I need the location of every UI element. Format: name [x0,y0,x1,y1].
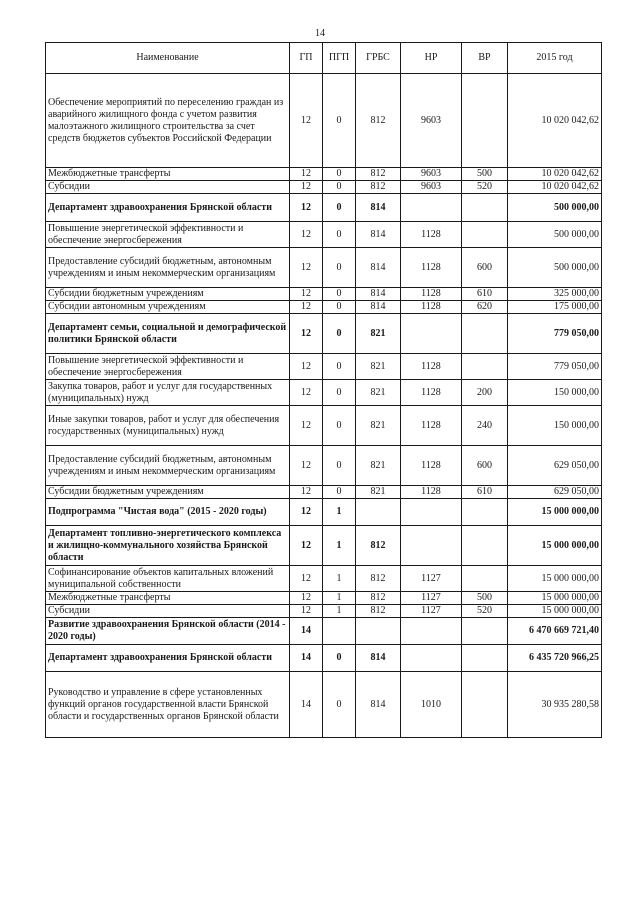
cell-grbs: 814 [356,645,401,672]
cell-amount: 6 470 669 721,40 [508,618,602,645]
cell-vr: 610 [462,288,508,301]
header-nr: НР [401,43,462,74]
cell-name: Предоставление субсидий бюджетным, автономным учреждениям и иным некоммерческим организациям [46,248,290,288]
cell-nr: 9603 [401,181,462,194]
header-gp: ГП [290,43,323,74]
header-name: Наименование [46,43,290,74]
header-vr: ВР [462,43,508,74]
cell-pgp: 0 [323,181,356,194]
table-row [46,380,602,406]
cell-grbs: 812 [356,526,401,566]
cell-grbs: 814 [356,194,401,222]
cell-nr [401,194,462,222]
cell-amount: 15 000 000,00 [508,566,602,592]
cell-amount: 779 050,00 [508,314,602,354]
cell-grbs: 814 [356,248,401,288]
table-row [46,222,602,248]
cell-name: Развитие здравоохранения Брянской области (2014 - 2020 годы) [46,618,290,645]
cell-gp: 12 [290,486,323,499]
cell-name: Повышение энергетической эффективности и обеспечение энергосбережения [46,222,290,248]
table-row [46,618,602,645]
table-row [46,406,602,446]
cell-name: Софинансирование объектов капитальных вложений муниципальной собственности [46,566,290,592]
table-row [46,499,602,526]
cell-nr [401,526,462,566]
cell-pgp: 0 [323,354,356,380]
cell-amount: 10 020 042,62 [508,181,602,194]
table-row [46,605,602,618]
cell-nr: 1127 [401,592,462,605]
cell-grbs: 814 [356,301,401,314]
cell-grbs: 821 [356,446,401,486]
cell-pgp: 0 [323,486,356,499]
cell-nr: 1127 [401,566,462,592]
cell-name: Руководство и управление в сфере установленных функций органов государственной власти Брянской области и государственных органов Брянской области [46,672,290,738]
table-row [46,446,602,486]
cell-pgp: 0 [323,406,356,446]
cell-vr [462,74,508,168]
cell-name: Субсидии [46,181,290,194]
cell-nr: 1128 [401,288,462,301]
cell-name: Департамент здравоохранения Брянской области [46,645,290,672]
table-row [46,301,602,314]
cell-name: Департамент здравоохранения Брянской области [46,194,290,222]
header-pgp: ПГП [323,43,356,74]
cell-gp: 12 [290,168,323,181]
cell-pgp: 1 [323,566,356,592]
table-row [46,592,602,605]
cell-vr: 200 [462,380,508,406]
cell-pgp: 1 [323,605,356,618]
cell-amount: 15 000 000,00 [508,526,602,566]
cell-vr: 520 [462,605,508,618]
cell-name: Межбюджетные трансферты [46,592,290,605]
cell-grbs: 814 [356,288,401,301]
cell-vr: 240 [462,406,508,446]
cell-nr: 1128 [401,222,462,248]
cell-pgp: 0 [323,222,356,248]
cell-nr: 1128 [401,248,462,288]
cell-grbs: 812 [356,566,401,592]
cell-name: Иные закупки товаров, работ и услуг для обеспечения государственных (муниципальных) нужд [46,406,290,446]
cell-name: Департамент семьи, социальной и демографической политики Брянской области [46,314,290,354]
cell-gp: 12 [290,288,323,301]
cell-vr [462,222,508,248]
cell-vr: 500 [462,592,508,605]
cell-vr [462,499,508,526]
table-row [46,181,602,194]
cell-amount: 150 000,00 [508,380,602,406]
table-row [46,248,602,288]
cell-vr: 520 [462,181,508,194]
cell-amount: 150 000,00 [508,406,602,446]
cell-vr [462,314,508,354]
cell-grbs: 821 [356,380,401,406]
cell-nr [401,645,462,672]
cell-nr: 1127 [401,605,462,618]
cell-gp: 12 [290,566,323,592]
cell-grbs: 814 [356,672,401,738]
cell-pgp: 1 [323,526,356,566]
cell-amount: 30 935 280,58 [508,672,602,738]
cell-grbs: 812 [356,74,401,168]
cell-nr: 1128 [401,301,462,314]
cell-grbs: 812 [356,592,401,605]
cell-pgp: 0 [323,74,356,168]
cell-vr: 500 [462,168,508,181]
cell-amount: 325 000,00 [508,288,602,301]
cell-amount: 500 000,00 [508,222,602,248]
cell-grbs: 812 [356,168,401,181]
cell-gp: 12 [290,605,323,618]
cell-name: Субсидии [46,605,290,618]
cell-amount: 15 000 000,00 [508,605,602,618]
cell-pgp: 0 [323,645,356,672]
cell-amount: 15 000 000,00 [508,499,602,526]
cell-name: Предоставление субсидий бюджетным, автономным учреждениям и иным некоммерческим организациям [46,446,290,486]
cell-vr [462,672,508,738]
cell-gp: 12 [290,194,323,222]
header-grbs: ГРБС [356,43,401,74]
cell-grbs [356,499,401,526]
cell-gp: 12 [290,380,323,406]
header-2015: 2015 год [508,43,602,74]
cell-nr: 1128 [401,446,462,486]
cell-gp: 12 [290,74,323,168]
cell-pgp: 0 [323,248,356,288]
cell-nr [401,618,462,645]
cell-grbs: 821 [356,354,401,380]
cell-vr [462,618,508,645]
table-row [46,645,602,672]
cell-grbs: 812 [356,181,401,194]
cell-gp: 12 [290,222,323,248]
cell-grbs: 812 [356,605,401,618]
cell-nr: 1128 [401,380,462,406]
page-number: 14 [315,28,325,39]
cell-pgp: 0 [323,194,356,222]
cell-gp: 12 [290,446,323,486]
cell-pgp: 0 [323,672,356,738]
cell-gp: 12 [290,406,323,446]
cell-vr [462,526,508,566]
cell-gp: 14 [290,672,323,738]
cell-name: Субсидии автономным учреждениям [46,301,290,314]
cell-pgp: 0 [323,380,356,406]
cell-name: Подпрограмма "Чистая вода" (2015 - 2020 годы) [46,499,290,526]
cell-amount: 6 435 720 966,25 [508,645,602,672]
cell-gp: 12 [290,181,323,194]
cell-vr: 620 [462,301,508,314]
cell-amount: 500 000,00 [508,194,602,222]
cell-amount: 15 000 000,00 [508,592,602,605]
cell-amount: 10 020 042,62 [508,168,602,181]
cell-name: Межбюджетные трансферты [46,168,290,181]
cell-vr: 600 [462,248,508,288]
table-row [46,194,602,222]
cell-amount: 175 000,00 [508,301,602,314]
cell-pgp: 1 [323,499,356,526]
cell-vr [462,194,508,222]
cell-name: Обеспечение мероприятий по переселению граждан из аварийного жилищного фонда с учетом развития малоэтажного жилищного строительства за счет средств бюджетов субъектов Российской Федерации [46,74,290,168]
cell-vr [462,354,508,380]
cell-pgp [323,618,356,645]
cell-nr: 9603 [401,168,462,181]
cell-gp: 12 [290,301,323,314]
cell-grbs: 821 [356,486,401,499]
cell-nr: 9603 [401,74,462,168]
cell-nr: 1128 [401,486,462,499]
cell-gp: 14 [290,645,323,672]
cell-name: Субсидии бюджетным учреждениям [46,288,290,301]
cell-amount: 500 000,00 [508,248,602,288]
cell-gp: 12 [290,354,323,380]
cell-name: Повышение энергетической эффективности и обеспечение энергосбережения [46,354,290,380]
cell-amount: 779 050,00 [508,354,602,380]
cell-nr: 1128 [401,406,462,446]
table-row [46,74,602,168]
cell-name: Субсидии бюджетным учреждениям [46,486,290,499]
cell-name: Закупка товаров, работ и услуг для государственных (муниципальных) нужд [46,380,290,406]
cell-gp: 14 [290,618,323,645]
cell-vr [462,645,508,672]
cell-gp: 12 [290,592,323,605]
cell-amount: 629 050,00 [508,486,602,499]
cell-vr: 600 [462,446,508,486]
cell-nr [401,314,462,354]
table-row [46,486,602,499]
table-row [46,526,602,566]
cell-vr [462,566,508,592]
table-row [46,168,602,181]
cell-gp: 12 [290,248,323,288]
cell-pgp: 0 [323,168,356,181]
cell-name: Департамент топливно-энергетического комплекса и жилищно-коммунального хозяйства Брянской области [46,526,290,566]
cell-amount: 10 020 042,62 [508,74,602,168]
header-row [46,43,602,74]
cell-pgp: 0 [323,288,356,301]
table-row [46,288,602,301]
cell-grbs [356,618,401,645]
table-row [46,354,602,380]
cell-grbs: 814 [356,222,401,248]
cell-amount: 629 050,00 [508,446,602,486]
table-row [46,672,602,738]
cell-pgp: 1 [323,592,356,605]
cell-pgp: 0 [323,314,356,354]
cell-nr: 1128 [401,354,462,380]
budget-table [45,42,602,738]
cell-grbs: 821 [356,406,401,446]
cell-grbs: 821 [356,314,401,354]
cell-nr [401,499,462,526]
cell-pgp: 0 [323,301,356,314]
cell-gp: 12 [290,526,323,566]
cell-gp: 12 [290,314,323,354]
cell-nr: 1010 [401,672,462,738]
table-row [46,314,602,354]
cell-pgp: 0 [323,446,356,486]
cell-gp: 12 [290,499,323,526]
cell-vr: 610 [462,486,508,499]
table-row [46,566,602,592]
